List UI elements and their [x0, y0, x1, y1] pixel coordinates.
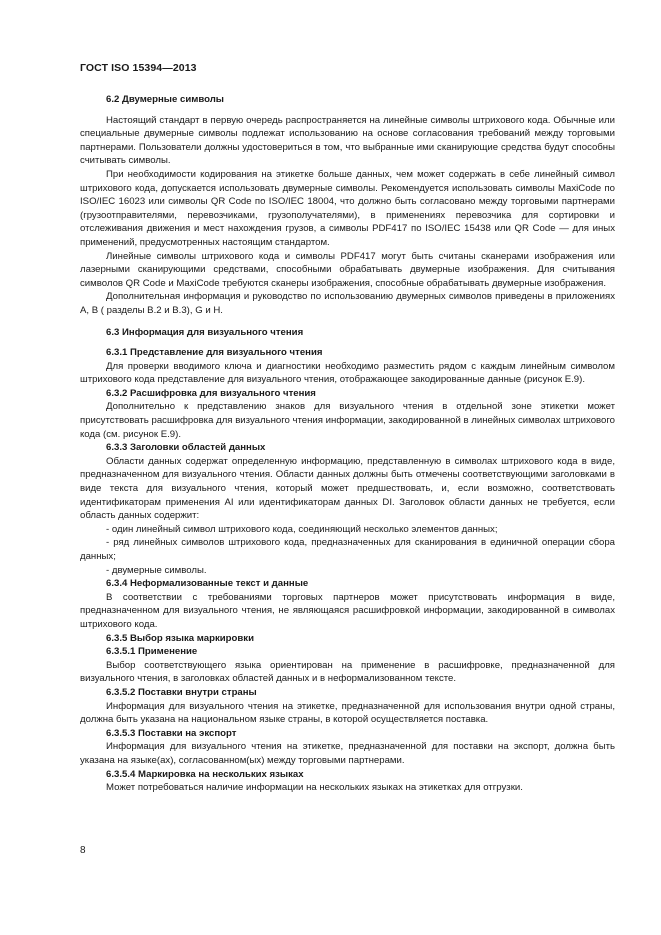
- paragraph: Линейные символы штрихового кода и символы PDF417 могут быть считаны сканерами изображения или лазерными сканирующими средствами, способными обрабатывать двумерные изображения. Для считывания символов QR Code и MaxiCode требуются сканеры изображения, способные обрабатывать двумерные изображения.: [80, 250, 615, 289]
- section-heading-6-2: 6.2 Двумерные символы: [106, 94, 224, 105]
- subsection-heading-6-3-1: 6.3.1 Представление для визуального чтения: [106, 347, 323, 359]
- paragraph: Настоящий стандарт в первую очередь распространяется на линейные символы штрихового кода. Обычные или специальные двумерные символы подлежат использованию на основе согласования требований между торговыми партнерами. Пользователи должны удостовериться в том, что выбранные ими сканирующие средства будут способны считывать символы.: [80, 114, 615, 167]
- subsection-heading-6-3-5-1: 6.3.5.1 Применение: [106, 646, 198, 658]
- subsection-heading-6-3-2: 6.3.2 Расшифровка для визуального чтения: [106, 387, 316, 399]
- page-number: 8: [80, 845, 86, 856]
- subsection-heading-6-3-5-2: 6.3.5.2 Поставки внутри страны: [106, 686, 257, 698]
- subsection-heading-6-3-4: 6.3.4 Неформализованные текст и данные: [106, 578, 309, 590]
- subsection-heading-6-3-5-3: 6.3.5.3 Поставки на экспорт: [106, 727, 237, 739]
- paragraph: Области данных содержат определенную информацию, представленную в символах штрихового кода в виде, предназначенном для визуального чтения. Области данных должны быть отмечены соответствующими заголовками в виде текста для визуального чтения, который может предшествовать, и, если возможно, соответствовать идентификаторам применения AI или идентификаторам данных DI. Заголовок области данных не требуется, если область данных содержит:: [80, 455, 615, 522]
- document-header: ГОСТ ISO 15394—2013: [80, 62, 197, 74]
- subsection-heading-6-3-5: 6.3.5 Выбор языка маркировки: [106, 632, 254, 644]
- paragraph: При необходимости кодирования на этикетке больше данных, чем может содержать в себе линейный символ штрихового кода, допускается использовать двумерные символы. Рекомендуется использовать символы MaxiCode по ISO/IEC 16023 или символы QR Code по ISO/IEC 18004, что должно быть согласовано между торговыми партнерами (грузоотправителями, перевозчиками, грузополучателями), в применениях перевозчика для сортировки и отслеживания движения и мест нахождения грузов, а символы PDF417 по ISO/IEC 15438 или QR Code — для иных применений, предусмотренных настоящим стандартом.: [80, 168, 615, 248]
- paragraph: Выбор соответствующего языка ориентирован на применение в расшифровке, предназначенной для визуального чтения, в заголовках областей данных и в неформализованном тексте.: [80, 659, 615, 685]
- paragraph: Информация для визуального чтения на этикетке, предназначенной для поставки на экспорт, должна быть указана на языке(ах), согласованном(ых) между торговыми партнерами.: [80, 741, 615, 766]
- paragraph: Может потребоваться наличие информации на нескольких языках на этикетках для отгрузки.: [106, 782, 523, 794]
- subsection-heading-6-3-3: 6.3.3 Заголовки областей данных: [106, 442, 266, 454]
- paragraph: Дополнительная информация и руководство по использованию двумерных символов приведены в приложениях А, В ( разделы В.2 и В.3), G и Н.: [80, 291, 615, 316]
- paragraph: В соответствии с требованиями торговых партнеров может присутствовать информация в виде, предназначенном для визуального чтения, не являющаяся расшифровкой информации, закодированной в символах штрихового кода.: [80, 591, 615, 630]
- list-item: - один линейный символ штрихового кода, соединяющий несколько элементов данных;: [106, 523, 498, 535]
- paragraph: Дополнительно к представлению знаков для визуального чтения в отдельной зоне этикетки может присутствовать расшифровка для визуального чтения информации, закодированной в линейных символах штрихового кода (см. рисунок Е.9).: [80, 401, 615, 440]
- paragraph: Для проверки вводимого ключа и диагностики необходимо разместить рядом с каждым линейным символом штрихового кода представление для визуального чтения, отображающее закодированные данные (рисунок Е.9).: [80, 360, 615, 386]
- paragraph: Информация для визуального чтения на этикетке, предназначенной для использования внутри одной страны, должна быть указана на национальном языке страны, в которой осуществляется поставка.: [80, 700, 615, 726]
- list-item: - двумерные символы.: [106, 564, 207, 576]
- list-item: - ряд линейных символов штрихового кода, предназначенных для сканирования в единичной операции сбора данных;: [80, 537, 615, 562]
- subsection-heading-6-3-5-4: 6.3.5.4 Маркировка на нескольких языках: [106, 768, 304, 780]
- document-body: [80, 93, 615, 795]
- section-heading-6-3: 6.3 Информация для визуального чтения: [106, 326, 304, 338]
